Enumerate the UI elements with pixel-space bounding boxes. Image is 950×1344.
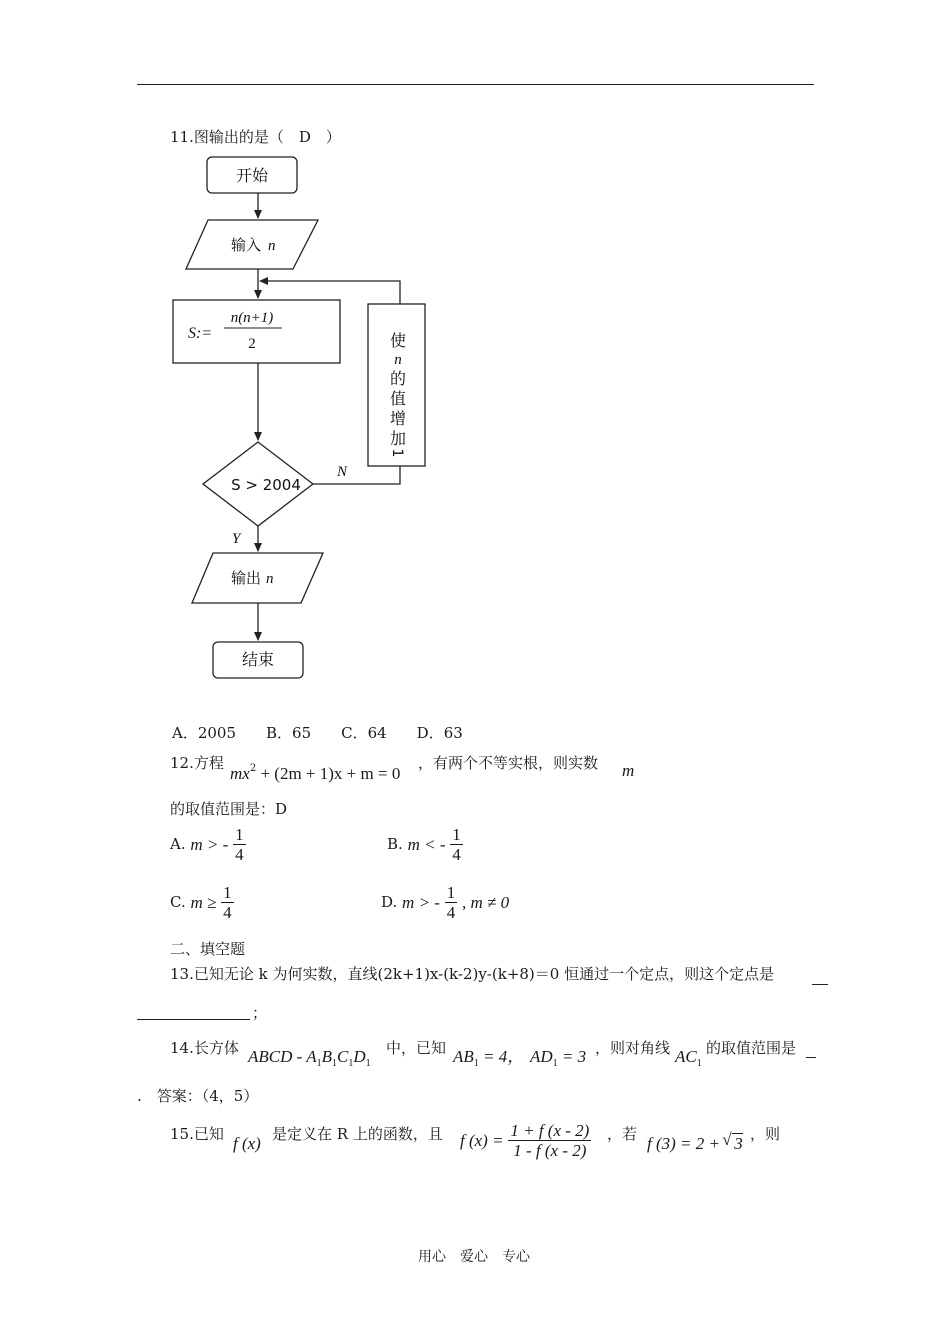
q14-mid2: ，则对角线 [595,1039,671,1057]
q14-ab: $AB_1 = 4$， [453,1047,525,1069]
sqrt-icon: √ [722,1130,732,1149]
q13-text: 13.已知无论 k 为何实数，直线(2k+1)x-(k-2)y-(k+8)＝0 恒通过一个定点，则这个定点是 [170,965,775,983]
output-var: n [266,571,274,587]
q14-tail: 的取值范围是 [706,1039,797,1057]
q12-prefix: 12.方程 [170,754,224,772]
q15-prefix: 15.已知 [170,1125,224,1143]
q15-fraction: f (x) = $\frac{1 + f (x - 2)}{1 - f (x - 2)}$ [460,1121,590,1160]
q14-prefix: 14.长方体 [170,1039,239,1057]
q12-option-d: D. m > - $\frac{1}{4}$ , m ≠ 0 [381,883,510,922]
increment-char-2: 的 [389,369,407,388]
q12-equation: $mx^2 + (2m + 1)x + m = 0$ [230,763,401,783]
q14-solid: ABCD - $A_1B_1C_1D_1$ [248,1047,371,1069]
formula-lhs: S:= [188,325,213,342]
q14-mid1: 中，已知 [386,1039,447,1057]
formula-node [173,300,340,363]
q15-fx: f (x) [233,1134,261,1153]
output-node [192,553,323,603]
q12-range-text: 的取值范围是：D [170,800,288,818]
increment-char-4: 增 [389,409,407,428]
q11-options: A．2005 B．65 C．64 D．63 [172,724,463,742]
increment-char-3: 值 [389,389,407,408]
q15-mid1: 是定义在 R 上的函数，且 [272,1125,443,1143]
increment-char-0: 使 [389,331,407,350]
q12-option-b: B. m < - $\frac{1}{4}$ [387,825,461,864]
input-node [186,220,318,269]
q13-tail: ； [252,1004,268,1022]
decision-node [203,442,313,526]
q12-option-c: C. m ≥ $\frac{1}{4}$ [170,883,232,922]
no-label: N [337,464,348,480]
q14-answer: . 答案：（4，5） [137,1087,259,1105]
q15-f3: f (3) = 2 + √ 3 [647,1130,743,1153]
page-footer: 用心 爱心 专心 [418,1249,530,1265]
q12-mid: ，有两个不等实根，则实数 [418,754,599,772]
q12-option-a: A. m > - $\frac{1}{4}$ [170,825,244,864]
end-label: 结束 [241,650,275,669]
end-node [213,642,303,678]
output-label: 输出 [230,569,262,587]
increment-char-5: 加 [389,429,407,448]
q11-title: 11.图输出的是（ D ） [170,128,341,146]
q12-var: m [622,761,635,780]
formula-den: 2 [248,336,256,352]
q14-ad: $AD_1 = 3$ [530,1047,587,1069]
start-label: 开始 [235,166,269,185]
section-fill-in-title: 二、填空题 [170,940,246,958]
start-node [207,157,297,193]
input-label: 输入 [230,236,262,254]
q13-blank [137,1019,250,1020]
q15-tail: ，则 [750,1125,781,1143]
header-rule [137,84,814,85]
q14-blank [806,1057,816,1058]
decision-label: S > 2004 [231,476,301,494]
q15-mid2: ，若 [607,1125,638,1143]
q14-ac: $AC_1$ [675,1047,702,1069]
formula-num: n(n+1) [230,310,274,326]
increment-node [368,304,425,466]
input-var: n [268,238,276,254]
increment-char-6: 1 [389,448,405,458]
yes-label: Y [232,531,241,547]
increment-char-1: n [394,352,402,368]
q13-blank-end [812,984,828,985]
